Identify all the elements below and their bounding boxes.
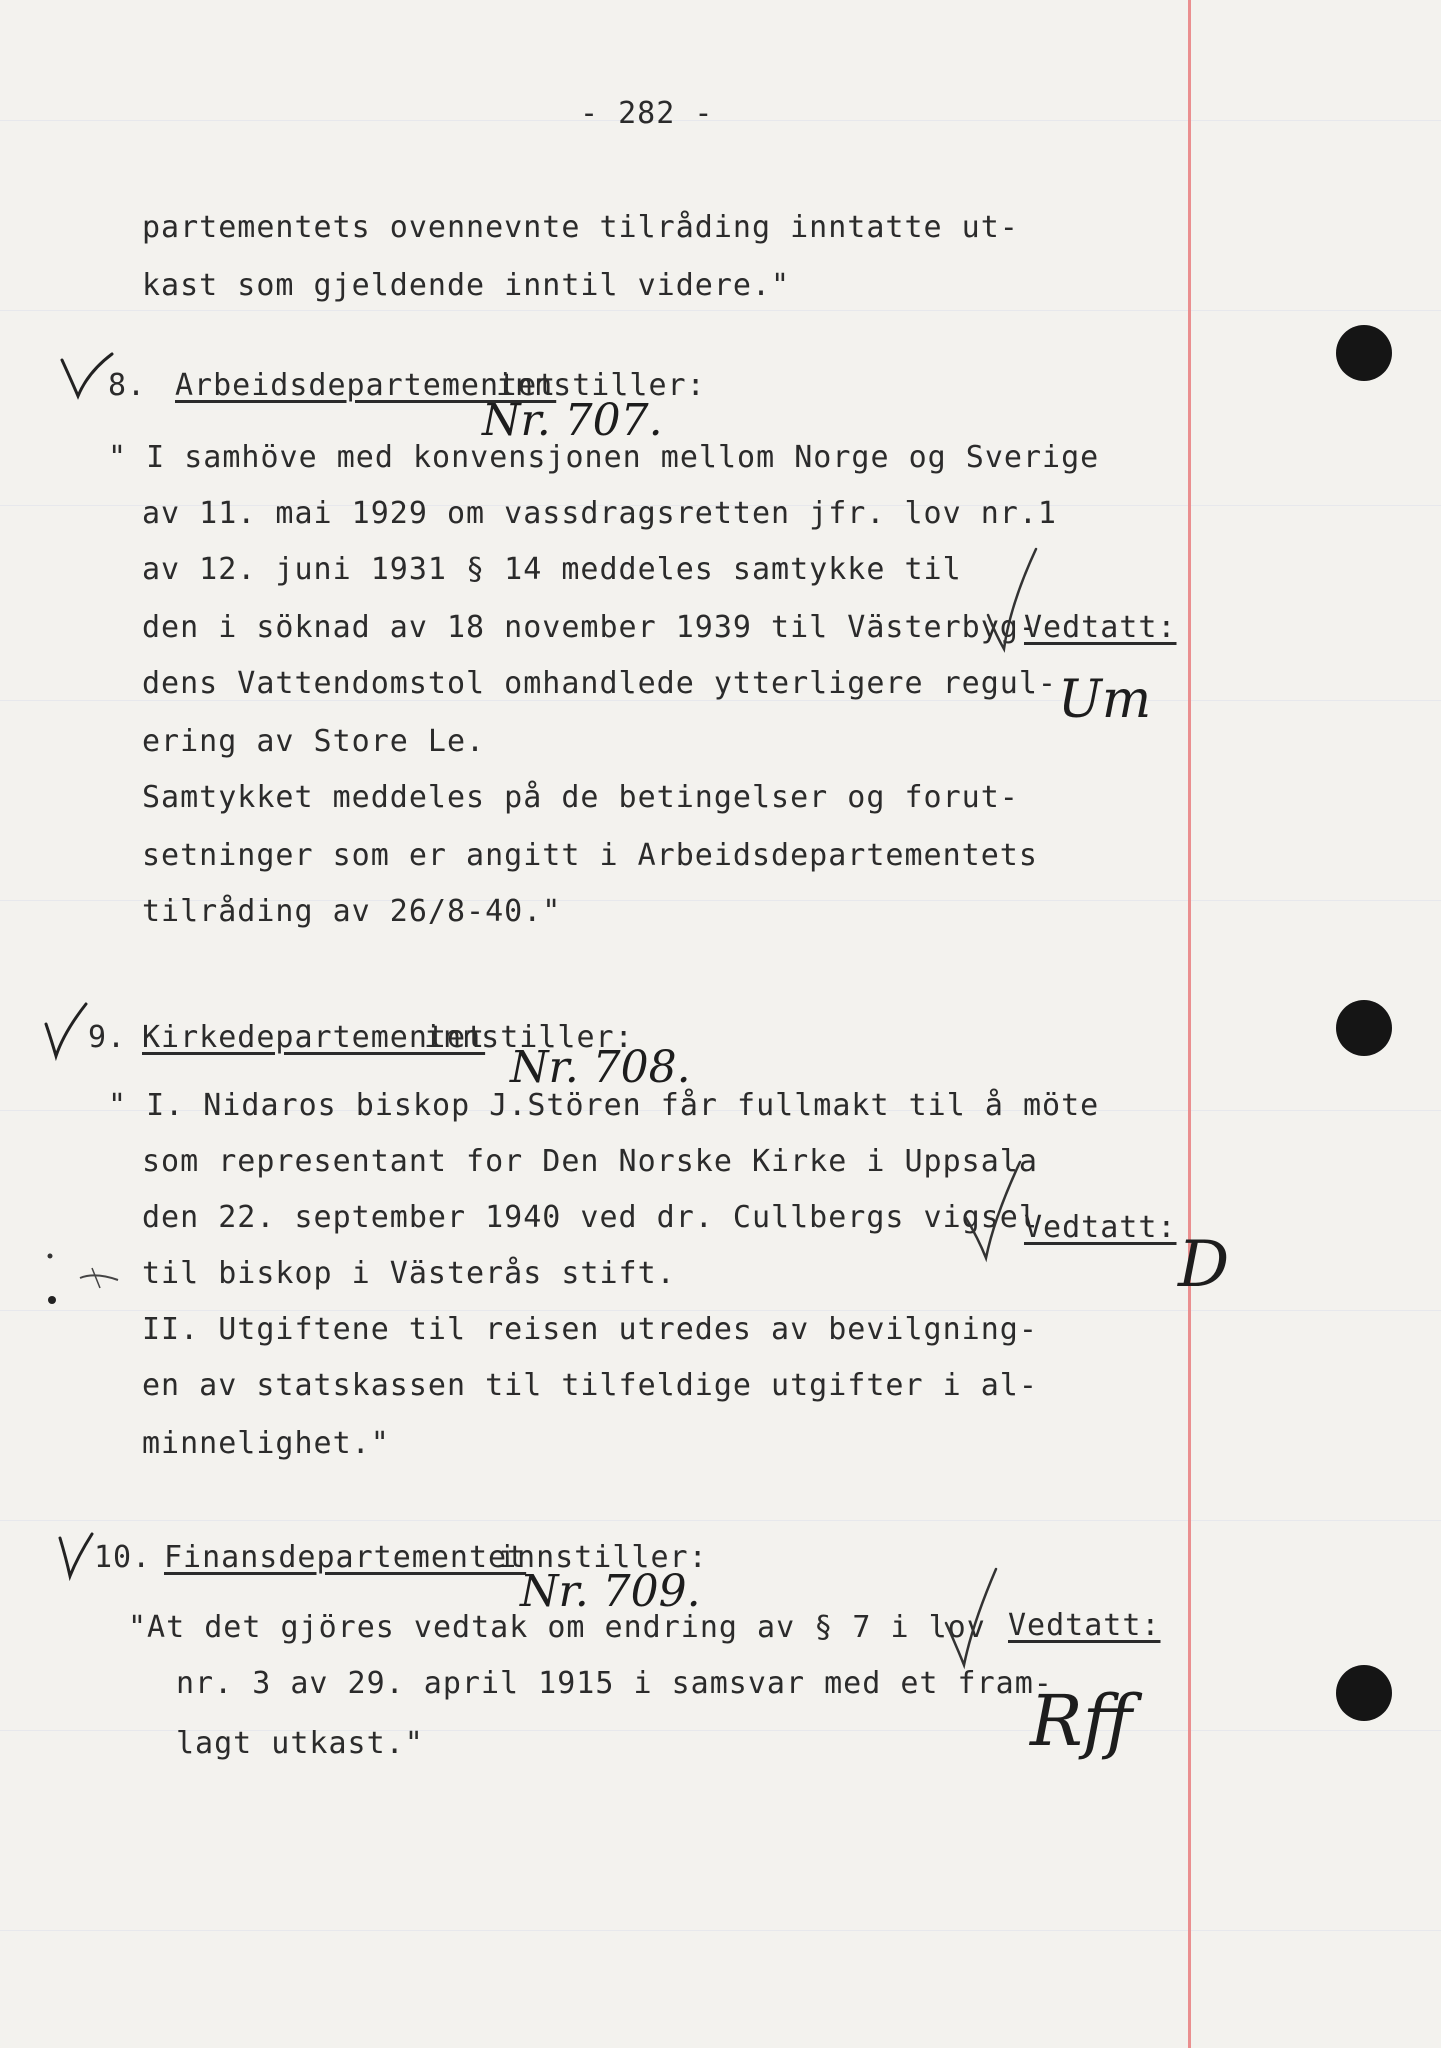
decision-label: Vedtatt: — [1024, 1210, 1177, 1245]
case-number: Nr. 709. — [520, 1566, 701, 1617]
ruled-line — [0, 310, 1441, 311]
initials-signature: Rff — [1030, 1680, 1133, 1762]
ruled-line — [0, 1520, 1441, 1521]
ruled-line — [0, 1310, 1441, 1311]
ruled-line — [0, 120, 1441, 121]
check-mark — [56, 1532, 96, 1580]
case-number: Nr. 708. — [510, 1042, 691, 1093]
decision-label: Vedtatt: — [1024, 610, 1177, 645]
department-name: Kirkedepartementet — [142, 1020, 486, 1055]
ink-smudge — [40, 1248, 130, 1308]
item-verb: innstiller: — [496, 368, 706, 403]
text-line: den 22. september 1940 ved dr. Cullbergs vigsel — [142, 1200, 1038, 1235]
text-line: "At det gjöres vedtak om endring av § 7 i lov — [128, 1610, 986, 1645]
text-line: lagt utkast." — [176, 1726, 424, 1761]
text-line: tilråding av 26/8-40." — [142, 894, 562, 929]
text-line: " I samhöve med konvensjonen mellom Norge og Sverige — [108, 440, 1100, 475]
item-verb: innstiller: — [424, 1020, 634, 1055]
binder-hole — [1336, 1000, 1392, 1056]
text-line: den i söknad av 18 november 1939 til Västerbyg- — [142, 610, 1038, 645]
binder-hole — [1336, 325, 1392, 381]
item-verb: innstiller: — [498, 1540, 708, 1575]
text-line: " I. Nidaros biskop J.Stören får fullmakt til å möte — [108, 1088, 1100, 1123]
page-number: - 282 - — [580, 96, 714, 131]
ruled-line — [0, 1930, 1441, 1931]
text-line: som representant for Den Norske Kirke i Uppsala — [142, 1144, 1038, 1179]
case-number: Nr. 707. — [482, 395, 663, 446]
text-line: en av statskassen til tilfeldige utgifter i al- — [142, 1368, 1038, 1403]
text-line: II. Utgiftene til reisen utredes av bevilgning- — [142, 1312, 1038, 1347]
text-line: dens Vattendomstol omhandlede ytterligere regul- — [142, 666, 1057, 701]
initials-signature: D — [1178, 1228, 1230, 1302]
initials-signature: Um — [1058, 670, 1152, 730]
text-line: av 11. mai 1929 om vassdragsretten jfr. lov nr.1 — [142, 496, 1057, 531]
item-number: 8. — [108, 368, 147, 403]
margin-line — [1188, 0, 1191, 2048]
item-number: 9. — [88, 1020, 127, 1055]
text-line: til biskop i Västerås stift. — [142, 1256, 676, 1291]
binder-hole — [1336, 1665, 1392, 1721]
text-line: minnelighet." — [142, 1426, 390, 1461]
item-number: 10. — [94, 1540, 152, 1575]
check-mark — [42, 1002, 90, 1060]
decision-label: Vedtatt: — [1008, 1608, 1161, 1643]
department-name: Arbeidsdepartementet — [175, 368, 557, 403]
text-line: Samtykket meddeles på de betingelser og forut- — [142, 780, 1019, 815]
text-line: partementets ovennevnte tilråding inntatte ut- — [142, 210, 1019, 245]
department-name: Finansdepartementet — [164, 1540, 527, 1575]
text-line: setninger som er angitt i Arbeidsdepartementets — [142, 838, 1038, 873]
text-line: nr. 3 av 29. april 1915 i samsvar med et fram- — [176, 1666, 1053, 1701]
text-line: kast som gjeldende inntil videre." — [142, 268, 791, 303]
text-line: av 12. juni 1931 § 14 meddeles samtykke til — [142, 552, 962, 587]
text-line: ering av Store Le. — [142, 724, 486, 759]
